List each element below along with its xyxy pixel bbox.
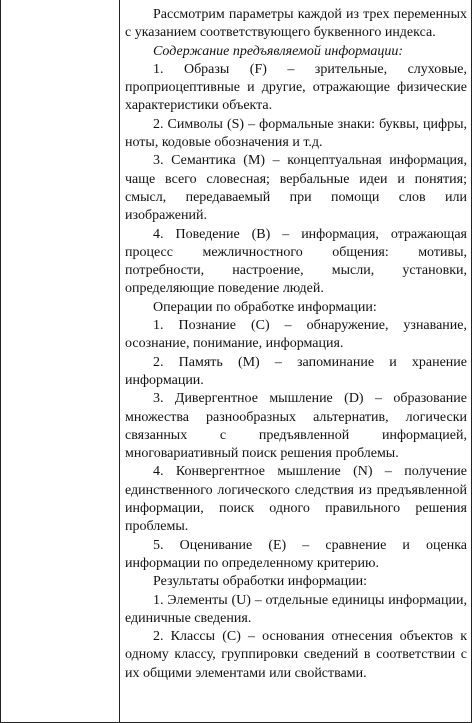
list-item: 2. Символы (S) – формальные знаки: буквы, цифры, ноты, кодовые обозначения и т.д. bbox=[125, 116, 467, 151]
list-item: 1. Образы (F) – зрительные, слуховые, проприоцептивные и другие, отражающие физические характеристики объекта. bbox=[125, 61, 467, 114]
list-item: 2. Классы (C) – основания отнесения объектов к одному классу, группировки сведений в соответствии с их общими элементами или свойствами. bbox=[125, 629, 467, 681]
list-item: 4. Поведение (B) – информация, отражающая процесс межличностного общения: мотивы, потребности, настроение, мысли, установки, определяющие поведение людей. bbox=[125, 226, 467, 297]
list-item: 3. Дивергентное мышление (D) – образование множества разнообразных альтернатив, логически связанных с предъявленной информацией, многовариативный поиск решения проблемы. bbox=[125, 391, 467, 462]
list-item: 5. Оценивание (E) – сравнение и оценка информации по определенному критерию. bbox=[125, 537, 467, 571]
list-item: 3. Семантика (M) – концептуальная информация, чаще всего словесная; вербальные идеи и понятия; смысл, передаваемый при помощи слов или изображений. bbox=[125, 153, 467, 224]
paragraph: Рассмотрим параметры каждой из трех переменных с указанием соответствующего буквенного индекса. bbox=[125, 7, 467, 41]
list-item: 2. Память (M) – запоминание и хранение информации. bbox=[125, 354, 467, 388]
table-left-cell bbox=[1, 0, 119, 722]
list-item: 1. Познание (C) – обнаружение, узнавание, осознание, понимание, информация. bbox=[125, 318, 467, 352]
table-text-cell bbox=[121, 0, 467, 722]
list-item: 4. Конвергентное мышление (N) – получение единственного логического следствия из предъявленной информации, поиск одного правильного решения проблемы. bbox=[125, 464, 467, 535]
section-heading-results: Результаты обработки информации: bbox=[153, 574, 367, 590]
list-item: 1. Элементы (U) – отдельные единицы информации, единичные сведения. bbox=[125, 592, 467, 626]
column-divider bbox=[119, 0, 120, 722]
section-heading-operations: Операции по обработке информации: bbox=[153, 299, 377, 315]
section-heading-content: Содержание предъявляемой информации: bbox=[153, 43, 403, 59]
